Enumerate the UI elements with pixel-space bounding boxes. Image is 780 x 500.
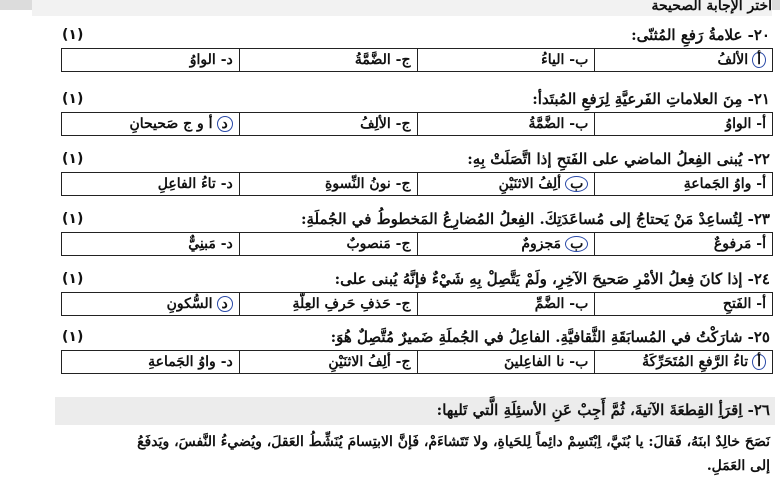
answer-option[interactable] (239, 233, 417, 256)
options-row (62, 49, 773, 72)
answer-option[interactable] (595, 351, 773, 374)
circled-option-letter: أ (752, 52, 766, 68)
answer-option[interactable] (595, 293, 773, 316)
option-text: ألِفُ الاثنَيْنِ (328, 354, 391, 370)
option-letter: ج (401, 236, 411, 252)
option-dash: - (564, 296, 576, 312)
passage-line: إلى العَمَلِ. (706, 458, 770, 474)
options-row (62, 293, 773, 316)
option-letter: د (226, 236, 233, 252)
options-table (61, 292, 773, 316)
options-row (62, 233, 773, 256)
option-text: واوُ الجَماعةِ (683, 176, 752, 192)
answer-option[interactable] (417, 351, 595, 374)
option-dash: - (390, 354, 402, 370)
question-mark: (١) (62, 27, 84, 43)
answer-option[interactable] (417, 233, 595, 256)
answer-option[interactable] (595, 49, 773, 72)
option-text: حَذفِ حَرفِ العِلَّةِ (292, 296, 391, 312)
option-letter: ب (575, 296, 589, 312)
answer-option[interactable] (239, 173, 417, 196)
option-dash: - (751, 236, 763, 252)
option-text: تاءُ الفاعِلِ (157, 176, 216, 192)
option-text: الواوُ (189, 52, 216, 68)
question-stem: ٢٠- علامةُ رَفعِ المُثنّى: (631, 26, 770, 44)
option-dash: - (390, 116, 402, 132)
option-text: واوُ الجَماعةِ (148, 354, 216, 370)
options-table (61, 48, 773, 72)
option-text: الفَتحِ (722, 296, 752, 312)
option-dash: - (215, 176, 227, 192)
option-letter: ج (401, 354, 411, 370)
option-letter: أ (762, 296, 766, 312)
option-text: الواوُ (725, 116, 752, 132)
answer-option[interactable] (417, 173, 595, 196)
option-text: ألِفُ الاثنَيْنِ (498, 176, 562, 192)
option-letter: ب (575, 116, 589, 132)
question-stem: ٢٢- يُبنى الفِعلُ الماضي على الفَتحِ إذا اتَّصَلَتْ بِهِ: (467, 150, 770, 168)
circled-option-letter: أ (752, 354, 766, 370)
option-letter: ج (401, 296, 411, 312)
option-text: مَنصوبٌ (346, 236, 391, 252)
options-table (61, 232, 773, 256)
answer-option[interactable] (417, 293, 595, 316)
option-text: الضَّمَّةُ (354, 52, 391, 68)
answer-option[interactable] (62, 49, 240, 72)
option-text: الياءُ (541, 52, 565, 68)
option-text: الضَّمِّ (534, 296, 565, 312)
options-row (62, 173, 773, 196)
question-mark: (١) (62, 329, 84, 345)
answer-option[interactable] (417, 49, 595, 72)
option-letter: ب (575, 52, 589, 68)
question-stem: ٢٥- شارَكْتُ في المُسابَقَةِ الثَّقافيَّةِ. الفاعِلُ في الجُملَةِ ضَميرٌ مُتَّصِلٌ هُوَ: (330, 328, 770, 346)
circled-option-letter: ب (565, 176, 588, 192)
question-stem: ٢٣- لِتُساعِدْ مَنْ يَحتاجُ إلى مُساعَدَتِكَ. الفِعلُ المُضارِعُ المَخطوطُ في الجُملَةِ: (300, 210, 770, 228)
option-letter: د (226, 354, 233, 370)
option-letter: ب (575, 354, 589, 370)
option-text: الألِفُ (360, 116, 391, 132)
option-letter: ج (401, 116, 411, 132)
section-heading: اختر الإجابة الصحيحة (32, 0, 772, 16)
answer-option[interactable] (595, 113, 773, 136)
option-text: مَجزومٌ (521, 236, 562, 252)
option-dash: - (564, 116, 576, 132)
option-letter: د (226, 176, 233, 192)
option-letter: أ (762, 236, 766, 252)
answer-option[interactable] (62, 113, 240, 136)
option-text: نا الفاعِلينَ (503, 354, 565, 370)
option-dash: - (390, 296, 402, 312)
option-dash: - (215, 52, 227, 68)
answer-option[interactable] (595, 173, 773, 196)
option-letter: ج (401, 52, 411, 68)
option-text: السُّكونِ (166, 296, 213, 312)
circled-option-letter: ب (565, 236, 588, 252)
option-dash: - (564, 52, 576, 68)
option-dash: - (215, 236, 227, 252)
answer-option[interactable] (62, 351, 240, 374)
options-table (61, 172, 773, 196)
option-text: مَبنِيٌّ (188, 236, 216, 252)
option-text: أ و ج صَحيحانِ (129, 116, 213, 132)
question-mark: (١) (62, 151, 84, 167)
answer-option[interactable] (239, 49, 417, 72)
question-mark: (١) (62, 211, 84, 227)
passage-question-title: ٢٦- اِقرَأِ القِطعَةَ الآتيةَ، ثُمَّ أَجِبْ عَنِ الأسئِلَةِ الَّتي تَليها: (436, 401, 770, 419)
answer-option[interactable] (62, 173, 240, 196)
answer-option[interactable] (595, 233, 773, 256)
option-text: مَرفوعٌ (713, 236, 752, 252)
options-table (61, 112, 773, 136)
answer-option[interactable] (417, 113, 595, 136)
option-letter: د (226, 52, 233, 68)
question-stem: ٢٤- إذا كانَ فِعلُ الأمْرِ صَحيحَ الآخِرِ، ولَمْ يَتَّصِلْ بِهِ شَيْءٌ فإنَّهُ يُبنى على: (334, 270, 770, 288)
answer-option[interactable] (239, 293, 417, 316)
option-dash: - (751, 296, 763, 312)
answer-option[interactable] (239, 113, 417, 136)
options-table (61, 350, 773, 374)
option-text: الضَّمَّةُ (528, 116, 565, 132)
question-mark: (١) (62, 91, 84, 107)
answer-option[interactable] (62, 233, 240, 256)
option-dash: - (751, 116, 763, 132)
passage-text (58, 430, 770, 478)
answer-option[interactable] (239, 351, 417, 374)
passage-line: نَصَحَ خالِدٌ ابنَهُ، فَقالَ: يا بُنَيَّ، اِبْتَسِمْ دائِماً لِلحَياةِ، ولا تَتَشاءَمْ، فَإنَّ الابتِسامَ يُنَشِّطُ العَقلَ، ويُضيءُ النَّفسَ، ويَدفَعُ (137, 434, 770, 450)
option-text: نونُ النِّسوةِ (325, 176, 391, 192)
option-dash: - (215, 354, 227, 370)
option-dash: - (564, 354, 576, 370)
option-text: الألفُ (717, 52, 749, 68)
circled-option-letter: د (217, 116, 233, 132)
option-letter: أ (762, 116, 766, 132)
option-text: تاءُ الرَّفعِ المُتَحَرِّكَةُ (642, 354, 749, 370)
option-letter: ج (401, 176, 411, 192)
option-dash: - (390, 236, 402, 252)
option-dash: - (390, 176, 402, 192)
answer-option[interactable] (62, 293, 240, 316)
option-letter: أ (762, 176, 766, 192)
option-dash: - (751, 176, 763, 192)
option-dash: - (390, 52, 402, 68)
options-row (62, 351, 773, 374)
circled-option-letter: د (217, 296, 233, 312)
question-stem: ٢١- مِنَ العلاماتِ الفَرعيَّةِ لِرَفعِ المُبتَدأ: (532, 90, 770, 108)
options-row (62, 113, 773, 136)
question-mark: (١) (62, 271, 84, 287)
